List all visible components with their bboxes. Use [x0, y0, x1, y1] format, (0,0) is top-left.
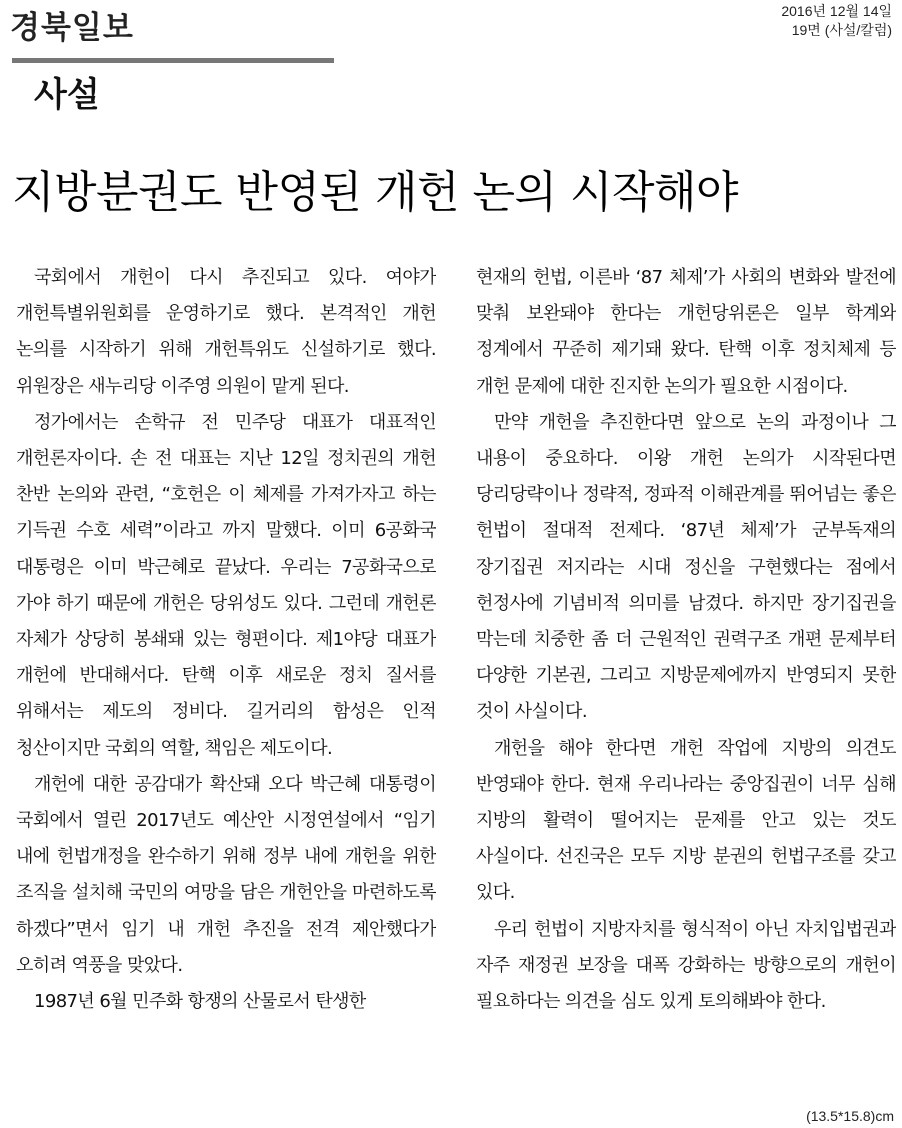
date-info — [781, 2, 892, 40]
publication-date: 2016년 12월 14일 — [781, 3, 892, 19]
article-paragraph: 국회에서 개헌이 다시 추진되고 있다. 여야가 개헌특별위원회를 운영하기로 했다. 본격적인 개헌 논의를 시작하기 위해 개헌특위도 신설하기로 했다. 위원장은 새누리당 이주영 의원이 맡게 된다. — [16, 267, 436, 397]
page-info: 19면 (사설/칼럼) — [791, 22, 892, 38]
article-paragraph: 개헌에 대한 공감대가 확산돼 오다 박근혜 대통령이 국회에서 열린 2017년도 예산안 시정연설에서 “임기 내에 헌법개정을 완수하기 위해 정부 내에 개헌을 위한 조직을 설치해 국민의 여망을 담은 개헌안을 마련하도록 하겠다”면서 임기 내 개헌 추진을 전격 제안했다가 오히려 역풍을 맞았다. — [16, 773, 436, 976]
headline: 지방분권도 반영된 개헌 논의 시작해야 — [12, 167, 739, 218]
section-rule — [12, 58, 334, 63]
masthead-logo: 경북일보 — [10, 10, 134, 46]
article-paragraph: 만약 개헌을 추진한다면 앞으로 논의 과정이나 그 내용이 중요하다. 이왕 개헌 논의가 시작된다면 당리당략이나 정략적, 정파적 이해관계를 뛰어넘는 좋은 헌법이 절대적 전제다. ‘87년 체제’가 군부독재의 장기집권 저지라는 시대 정신을 구현했다는 점에서 헌정사에 기념비적 의미를 남겼다. 하지만 장기집권을 막는데 치중한 좀 더 근원적인 권력구조 개편 문제부터 다양한 기본권, 그리고 지방문제에까지 반영되지 못한 것이 사실이다. — [476, 411, 896, 723]
section-label: 사설 — [34, 75, 100, 115]
article-paragraph: 우리 헌법이 지방자치를 형식적이 아닌 자치입법권과 자주 재정권 보장을 대폭 강화하는 방향으로의 개헌이 필요하다는 의견을 심도 있게 토의해봐야 한다. — [476, 918, 896, 1013]
article-body — [16, 260, 896, 1102]
article-paragraph: 1987년 6월 민주화 항쟁의 산물로서 탄생한 — [34, 991, 366, 1013]
article-paragraph: 현재의 헌법, 이른바 ‘87 체제’가 사회의 변화와 발전에 맞춰 보완돼야 한다는 개헌당위론은 일부 학계와 정계에서 꾸준히 제기돼 왔다. 탄핵 이후 정치체제 등 개헌 문제에 대한 진지한 논의가 필요한 시점이다. — [476, 267, 896, 397]
article-paragraph: 정가에서는 손학규 전 민주당 대표가 대표적인 개헌론자이다. 손 전 대표는 지난 12일 정치권의 개헌 찬반 논의와 관련, “호헌은 이 체제를 가져가자고 하는 기득권 수호 세력”이라고 까지 말했다. 이미 6공화국 대통령은 이미 박근혜로 끝났다. 우리는 7공화국으로 가야 하기 때문에 개헌은 당위성도 있다. 그런데 개헌론 자체가 상당히 봉쇄돼 있는 형편이다. 제1야당 대표가 개헌에 반대해서다. 탄핵 이후 새로운 정치 질서를 위해서는 제도의 정비다. 길거리의 함성은 인적 청산이지만 국회의 역할, 책임은 제도이다. — [16, 411, 436, 759]
article-paragraph: 개헌을 해야 한다면 개헌 작업에 지방의 의견도 반영돼야 한다. 현재 우리나라는 중앙집권이 너무 심해 지방의 활력이 떨어지는 문제를 안고 있는 것도 사실이다. 선진국은 모두 지방 분권의 헌법구조를 갖고 있다. — [476, 737, 896, 904]
article-column-right — [476, 260, 896, 1102]
article-size-note: (13.5*15.8)cm — [806, 1108, 894, 1124]
article-column-left — [16, 260, 436, 1102]
